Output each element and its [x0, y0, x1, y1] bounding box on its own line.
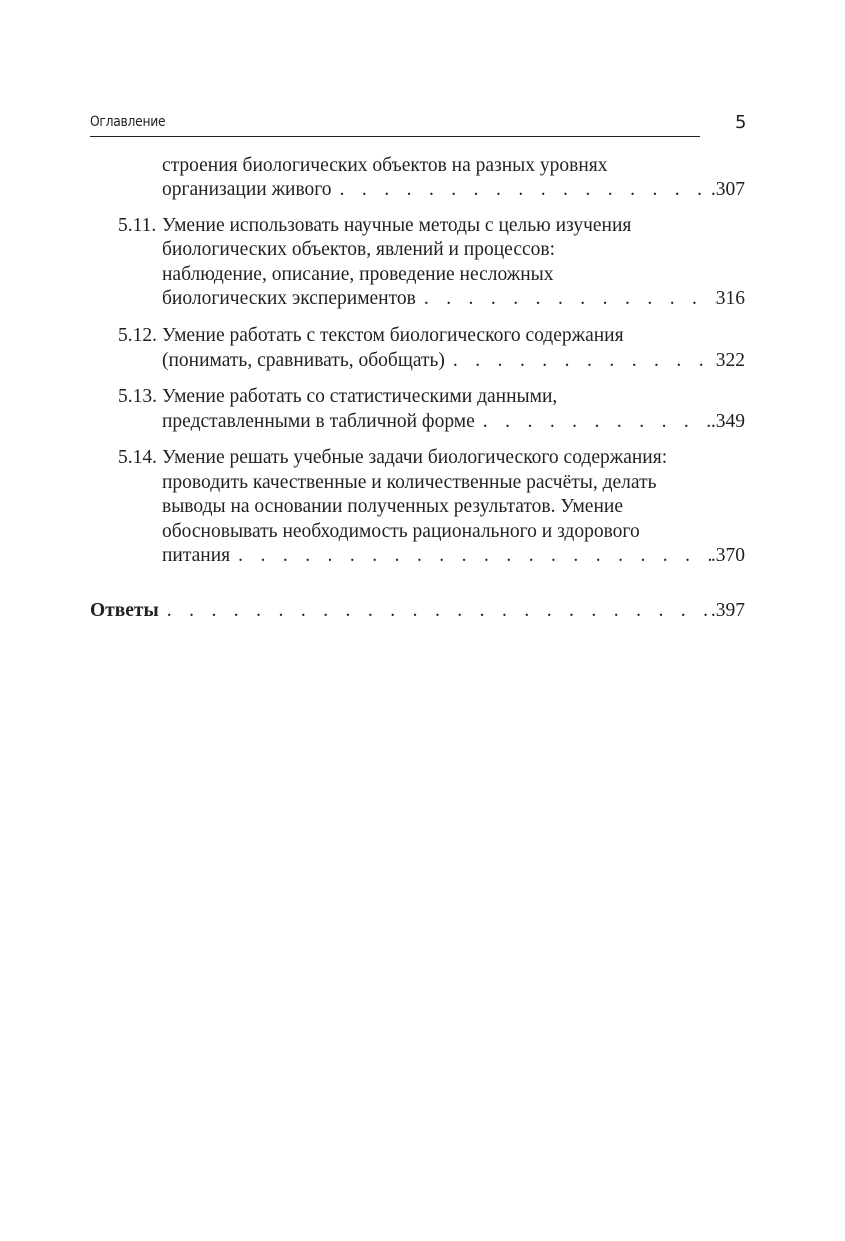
- toc-entry-text: Умение решать учебные задачи биологического содержания:: [162, 447, 668, 468]
- toc-entry-text: Умение работать со статистическими данными,: [162, 386, 558, 407]
- toc-page-number: 316: [715, 288, 745, 309]
- toc-entry-text: (понимать, сравнивать, обобщать): [162, 350, 445, 371]
- toc-entry-number: 5.13.: [118, 386, 157, 407]
- toc-line: [162, 520, 745, 544]
- toc-entry-text: обосновывать необходимость рационального и здорового: [162, 521, 640, 542]
- toc-page-number: .397: [710, 600, 745, 621]
- toc-entry-text: строения биологических объектов на разных уровнях: [162, 155, 608, 176]
- toc-entry-text: выводы на основании полученных результатов. Умение: [162, 496, 623, 517]
- leader-dots: [159, 599, 711, 623]
- toc-line: [90, 599, 745, 623]
- toc-entry-text: биологических объектов, явлений и процессов:: [162, 239, 556, 260]
- leader-dots: [416, 287, 716, 311]
- toc-page-number: 322: [715, 350, 745, 371]
- toc-line: [118, 385, 745, 409]
- running-header-title: Оглавление: [90, 114, 166, 130]
- toc-entry-text: организации живого: [162, 179, 332, 200]
- toc-line: [162, 287, 745, 311]
- toc-entry-number: 5.11.: [118, 215, 157, 236]
- toc-page-number: .307: [710, 179, 745, 200]
- toc-line: [162, 471, 745, 495]
- toc-line: [118, 446, 745, 470]
- page-number: 5: [735, 112, 747, 133]
- toc-line: [162, 495, 745, 519]
- toc-entry-text: наблюдение, описание, проведение несложных: [162, 264, 554, 285]
- leader-dots: [230, 544, 711, 568]
- leader-dots: [475, 410, 711, 434]
- toc-entry-text: Умение использовать научные методы с целью изучения: [162, 215, 632, 236]
- toc-line: [162, 178, 745, 202]
- toc-entry-text: Ответы: [90, 600, 159, 621]
- toc-line: [162, 263, 745, 287]
- toc-entry-text: биологических экспериментов: [162, 288, 416, 309]
- toc-line: [162, 349, 745, 373]
- header-rule: [90, 136, 700, 137]
- leader-dots: [332, 178, 711, 202]
- toc-line: [162, 544, 745, 568]
- toc-entry-text: проводить качественные и количественные расчёты, делать: [162, 472, 657, 493]
- leader-dots: [445, 349, 716, 373]
- toc-line: [118, 324, 745, 348]
- toc-entry-text: представленными в табличной форме: [162, 411, 475, 432]
- toc-line: [162, 410, 745, 434]
- toc-page-number: .370: [710, 545, 745, 566]
- toc-line: [162, 238, 745, 262]
- toc-entry-text: питания: [162, 545, 231, 566]
- toc-entry-number: 5.12.: [118, 325, 157, 346]
- toc-entry-text: Умение работать с текстом биологического содержания: [162, 325, 624, 346]
- toc-line: [162, 154, 745, 178]
- toc-page-number: .349: [710, 411, 745, 432]
- toc-entry-number: 5.14.: [118, 447, 157, 468]
- toc-line: [118, 214, 745, 238]
